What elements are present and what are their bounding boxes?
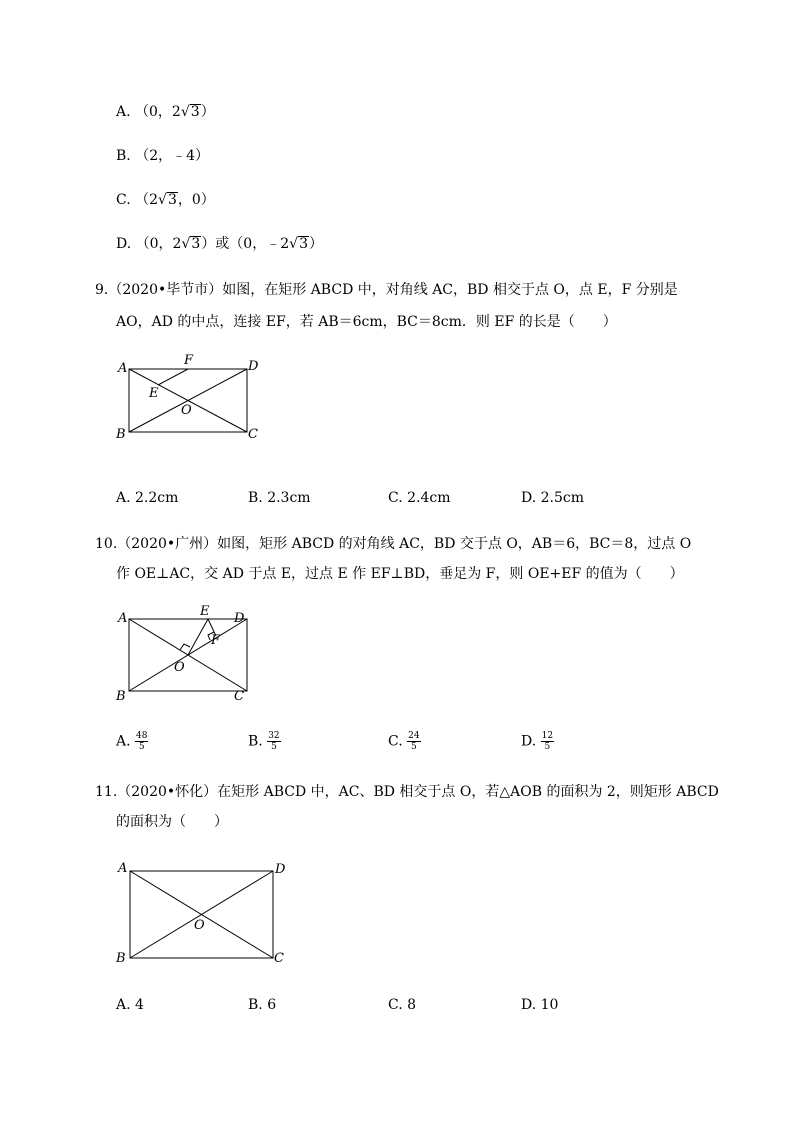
q8-option-d: [116, 234, 323, 254]
q10-option-b: [248, 731, 281, 752]
option-label: A.: [116, 997, 131, 1013]
segment-ef: [158, 369, 188, 385]
q10-option-d: [521, 731, 554, 752]
option-label: C.: [388, 490, 403, 506]
numerator: 32: [268, 731, 280, 741]
q11-option-d: [521, 995, 558, 1015]
option-text: （2，﹣4）: [135, 148, 210, 164]
denominator: 5: [544, 742, 551, 752]
option-label: C.: [116, 192, 131, 208]
option-text: 10: [540, 997, 559, 1013]
radicand: 3: [191, 236, 201, 252]
q10-option-a: [116, 731, 148, 752]
label-o: O: [174, 660, 185, 675]
q11-stem-line-1: 11.（2020•怀化）在矩形 ABCD 中，AC、BD 相交于点 O，若△AOB 的面积为 2，则矩形 ABCD: [95, 784, 719, 800]
option-label: B.: [248, 490, 263, 506]
sqrt-sign: √: [158, 192, 167, 208]
right-angle-mark-o: [180, 644, 190, 650]
option-label: A.: [116, 733, 131, 750]
label-a: A: [118, 361, 128, 376]
denominator: 5: [138, 742, 145, 752]
q8-option-c: [116, 190, 215, 210]
label-e: E: [149, 386, 159, 401]
label-d: D: [248, 359, 259, 374]
option-text: 2.4cm: [407, 490, 451, 506]
label-f: F: [184, 353, 194, 368]
q9-stem-line-1: 9.（2020•毕节市）如图，在矩形 ABCD 中，对角线 AC，BD 相交于点 O，点 E，F 分别是: [95, 282, 678, 298]
label-c: C: [248, 427, 258, 442]
option-label: A.: [116, 490, 131, 506]
q10-stem-line-1: 10.（2020•广州）如图，矩形 ABCD 的对角线 AC，BD 交于点 O，AB＝6，BC＝8，过点 O: [95, 536, 692, 552]
option-text: 4: [135, 997, 144, 1013]
segment-oe: [188, 619, 208, 655]
label-a: A: [118, 861, 128, 876]
sqrt-sign: √: [289, 236, 299, 252]
label-d: D: [275, 862, 286, 877]
fraction: [407, 731, 420, 752]
label-c: C: [274, 951, 284, 966]
q11-figure: [110, 850, 295, 970]
radicand: 3: [190, 104, 200, 120]
option-text: ）: [200, 104, 215, 120]
option-label: D.: [116, 236, 132, 252]
option-label: D.: [521, 997, 537, 1013]
label-d: D: [234, 611, 245, 626]
numerator: 24: [408, 731, 420, 741]
label-b: B: [116, 951, 126, 966]
option-text: 6: [267, 997, 277, 1013]
label-o: O: [181, 403, 192, 418]
option-label: D.: [521, 490, 537, 506]
q9-option-a: [116, 488, 178, 508]
q11-option-b: [248, 995, 276, 1015]
option-text: 2.2cm: [135, 490, 179, 506]
radicand: 3: [167, 192, 177, 208]
label-f: F: [211, 633, 221, 648]
numerator: 48: [136, 731, 148, 741]
q10-option-c: [388, 731, 421, 752]
sqrt-sign: √: [181, 236, 191, 252]
label-a: A: [118, 611, 128, 626]
option-label: B.: [116, 148, 131, 164]
option-text: ，0）: [177, 192, 215, 208]
option-text: （0，2: [135, 104, 181, 120]
option-label: D.: [521, 733, 537, 750]
q8-option-a: [116, 102, 215, 122]
q8-option-b: [116, 146, 209, 166]
label-e: E: [200, 604, 210, 619]
option-label: C.: [388, 733, 403, 750]
option-text: 2.5cm: [540, 490, 585, 506]
q11-option-a: [116, 995, 144, 1015]
option-text: （0，2: [135, 236, 182, 252]
label-o: O: [194, 918, 205, 933]
option-text: 8: [407, 997, 417, 1013]
option-text: （2: [135, 192, 159, 208]
option-text: ）: [308, 236, 323, 252]
q9-option-c: [388, 488, 451, 508]
label-c: C: [234, 689, 244, 704]
denominator: 5: [271, 742, 277, 752]
option-label: B.: [248, 733, 263, 750]
label-b: B: [116, 689, 126, 704]
option-label: B.: [248, 997, 263, 1013]
numerator: 12: [541, 731, 554, 741]
fraction: [541, 731, 554, 752]
denominator: 5: [410, 742, 417, 752]
q11-option-c: [388, 995, 416, 1015]
q9-stem-line-2: AO，AD 的中点，连接 EF，若 AB＝6cm，BC＝8cm．则 EF 的长是（ ）: [116, 314, 617, 330]
label-b: B: [116, 427, 126, 442]
q10-figure: [110, 600, 270, 705]
q9-option-b: [248, 488, 311, 508]
q10-stem-line-2: 作 OE⊥AC，交 AD 于点 E，过点 E 作 EF⊥BD，垂足为 F，则 OE+EF 的值为（ ）: [116, 566, 684, 582]
fraction: [267, 731, 280, 752]
radicand: 3: [299, 236, 308, 252]
option-text: ）或（0，﹣2: [201, 236, 290, 252]
option-label: A.: [116, 104, 131, 120]
q9-figure: [110, 350, 270, 445]
q9-option-d: [521, 488, 584, 508]
fraction: [135, 731, 148, 752]
option-label: C.: [388, 997, 403, 1013]
option-text: 2.3cm: [267, 490, 311, 506]
sqrt-sign: √: [180, 104, 190, 120]
q11-stem-line-2: 的面积为（ ）: [116, 814, 228, 830]
